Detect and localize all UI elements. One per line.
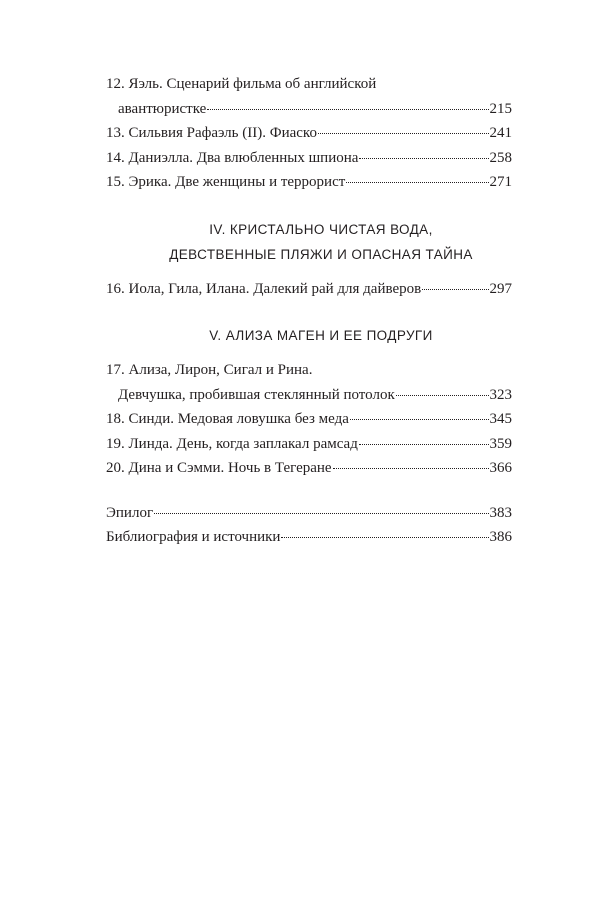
toc-page-number: 241 (489, 125, 512, 141)
dot-leader (318, 133, 489, 134)
toc-entry-title: Библиография и источники (106, 529, 281, 545)
spacer (106, 267, 512, 277)
part-4-heading-line1: IV. КРИСТАЛЬНО ЧИСТАЯ ВОДА, (209, 221, 433, 237)
toc-entry-13 (106, 121, 512, 146)
spacer (106, 481, 512, 501)
toc-page-number: 215 (489, 100, 512, 117)
toc-entry-19 (106, 432, 512, 457)
toc-page-number: 258 (489, 149, 512, 166)
dot-leader (333, 468, 489, 469)
toc-page-number: 359 (489, 435, 512, 452)
dot-leader (154, 513, 488, 514)
dot-leader (359, 444, 489, 445)
toc-entry-title: Эпилог (106, 504, 154, 521)
toc-entry-12-line2 (106, 97, 512, 122)
spacer (106, 348, 512, 358)
toc-entry-title: 16. Иола, Гила, Илана. Далекий рай для дайверов (106, 280, 422, 297)
dot-leader (422, 289, 488, 290)
toc-entry-title-continued: авантюристке (118, 100, 207, 117)
toc-entry-epilogue (106, 501, 512, 526)
toc-entry-14 (106, 146, 512, 171)
toc-entry-title: 17. Ализа, Лирон, Сигал и Рина. (106, 362, 313, 378)
toc-entry-title: 14. Даниэлла. Два влюбленных шпиона (106, 149, 359, 166)
toc-entry-title: 12. Яэль. Сценарий фильма об английской (106, 76, 377, 92)
dot-leader (281, 537, 488, 538)
toc-entry-18 (106, 407, 512, 432)
dot-leader (350, 419, 489, 420)
toc-page-number: 345 (489, 411, 512, 427)
toc-entry-12-line1 (106, 72, 512, 97)
toc-entry-title: 18. Синди. Медовая ловушка без меда (106, 411, 349, 427)
toc-page-number: 366 (489, 460, 512, 476)
toc-entry-title: 20. Дина и Сэмми. Ночь в Тегеране (106, 460, 332, 476)
part-4-heading-line2: ДЕВСТВЕННЫЕ ПЛЯЖИ И ОПАСНАЯ ТАЙНА (169, 246, 473, 262)
toc-entry-16 (106, 277, 512, 302)
toc-page-number: 323 (489, 386, 512, 403)
spacer (106, 301, 512, 323)
dot-leader (346, 182, 488, 183)
dot-leader (396, 395, 489, 396)
toc-page-number: 297 (489, 280, 512, 297)
part-5-heading: V. АЛИЗА МАГЕН И ЕЕ ПОДРУГИ (209, 328, 433, 343)
table-of-contents (106, 72, 512, 550)
dot-leader (207, 109, 488, 110)
toc-entry-title: 13. Сильвия Рафаэль (II). Фиаско (106, 125, 317, 141)
toc-page-number: 271 (489, 174, 512, 190)
dot-leader (359, 158, 488, 159)
toc-entry-17-line1 (106, 358, 512, 383)
toc-page-number: 383 (489, 504, 512, 521)
toc-entry-title-continued: Девчушка, пробившая стеклянный потолок (118, 386, 395, 403)
toc-entry-17-line2 (106, 383, 512, 408)
toc-entry-bibliography (106, 525, 512, 550)
toc-entry-20 (106, 456, 512, 481)
spacer (106, 195, 512, 217)
toc-entry-title: 15. Эрика. Две женщины и террорист (106, 174, 346, 190)
toc-page-number: 386 (489, 529, 512, 545)
toc-entry-15 (106, 170, 512, 195)
toc-entry-title: 19. Линда. День, когда заплакал рамсад (106, 435, 358, 452)
